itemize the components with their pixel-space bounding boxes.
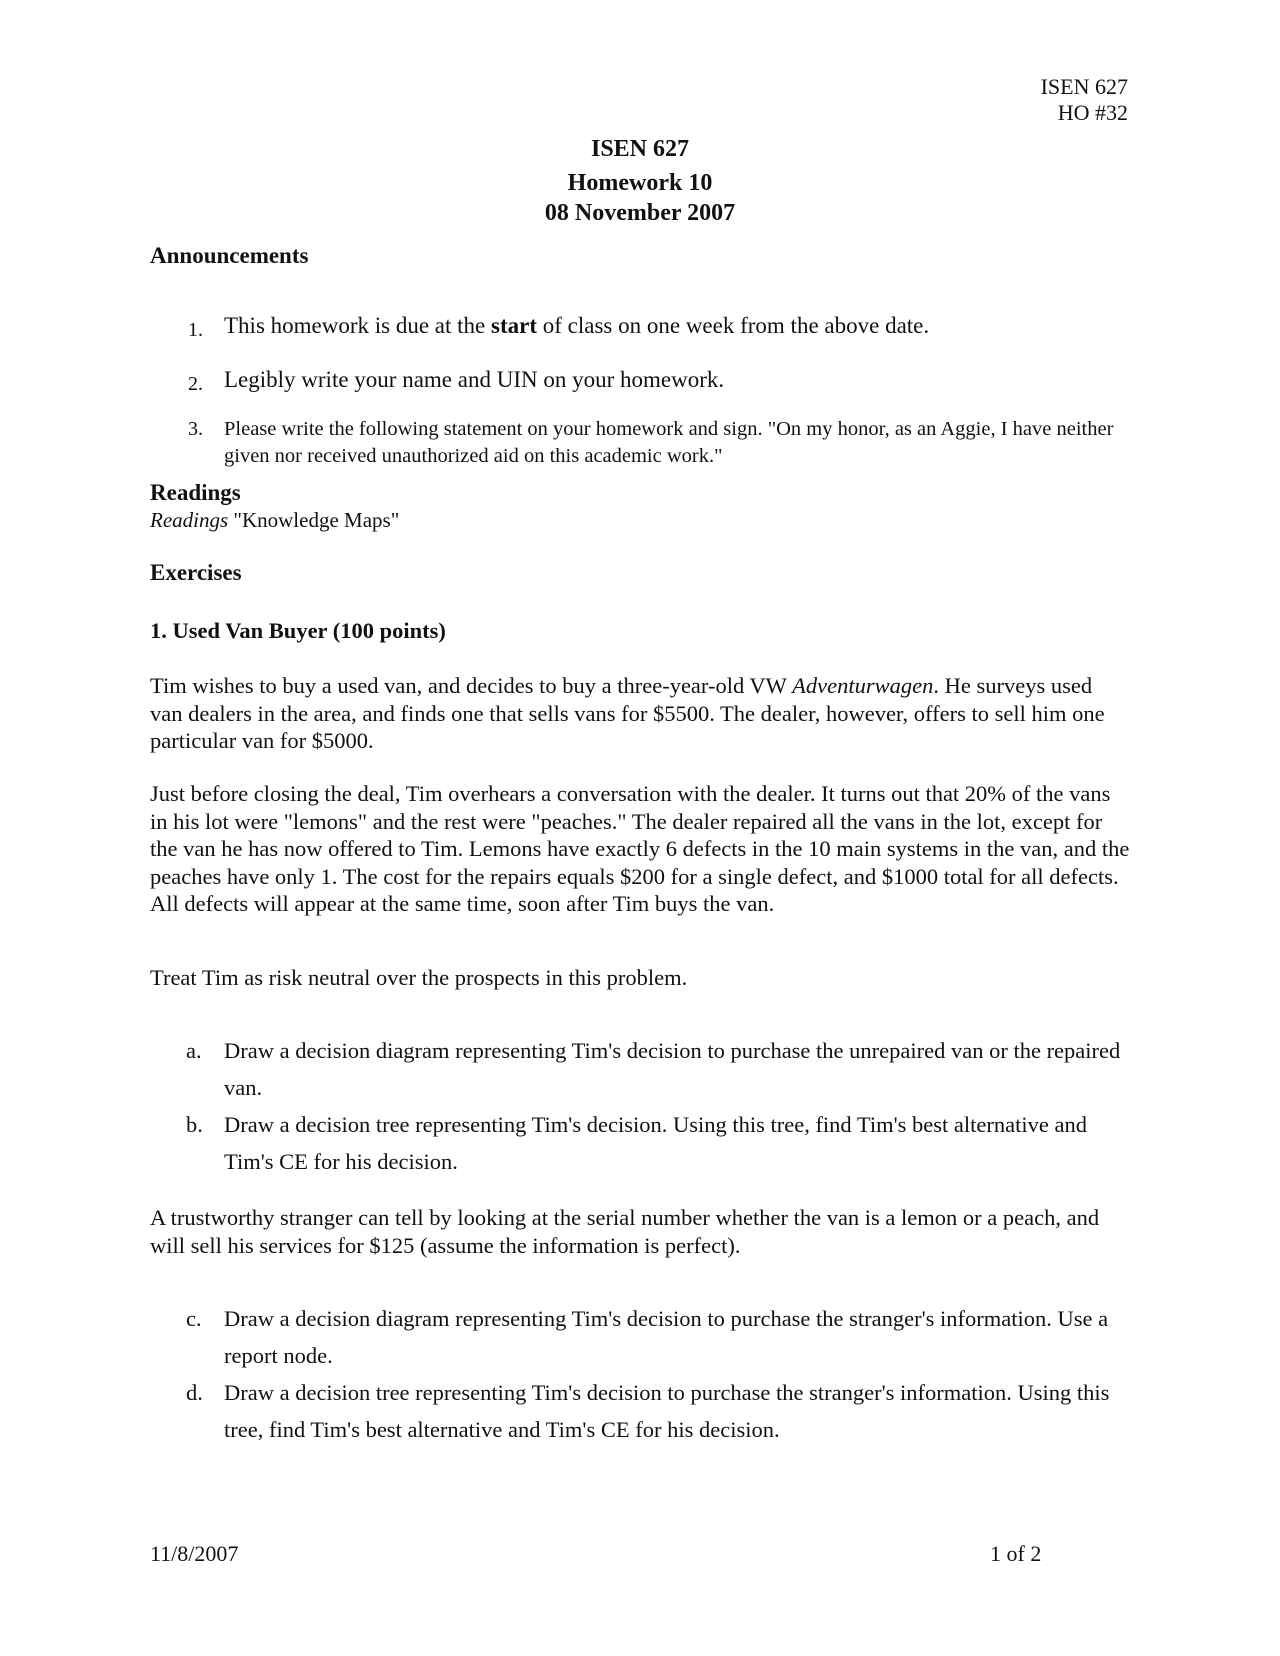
item-text: Draw a decision diagram representing Tim's decision to purchase the stranger's information. Use a report node. [224,1306,1109,1368]
readings-label: Readings [150,508,229,532]
header-course: ISEN 627 [1040,74,1128,99]
announcement-number: 3. [188,418,203,440]
footer-page-number: 1 of 2 [990,1541,1042,1566]
list-item [150,1374,1130,1448]
parts-cd-list [150,1300,1130,1448]
paragraph: A trustworthy stranger can tell by looking at the serial number whether the van is a lemon or a peach, and will sell his services for $125 (assume the information is perfect). [150,1205,1100,1258]
paragraph: Treat Tim as risk neutral over the prospects in this problem. [150,965,688,990]
announcement-emphasis: start [491,313,537,338]
exercises-section [150,560,1130,586]
item-text: Draw a decision diagram representing Tim's decision to purchase the unrepaired van or the repaired van. [224,1038,1121,1100]
announcements-section [150,243,1130,269]
footer-date: 11/8/2007 [150,1541,239,1566]
item-letter: b. [186,1112,203,1137]
list-item [150,1032,1130,1106]
readings-heading: Readings [150,480,241,505]
readings-text: "Knowledge Maps" [228,508,400,532]
item-text: Draw a decision tree representing Tim's decision. Using this tree, find Tim's best alternative and Tim's CE for his decision. [224,1112,1087,1174]
item-letter: a. [186,1038,202,1063]
announcement-text: of class on one week from the above date. [537,313,930,338]
title-assignment: Homework 10 [567,170,713,196]
announcement-number: 2. [188,373,203,395]
announcement-item [150,312,1130,340]
paragraph [150,672,1130,755]
announcement-text: Please write the following statement on your homework and sign. "On my honor, as an Aggie, I have neither given nor received unauthorized aid on this academic work." [224,418,1114,467]
announcement-text: This homework is due at the [224,313,492,338]
announcement-number: 1. [188,319,203,341]
item-letter: c. [186,1306,202,1331]
paragraph-text: Tim wishes to buy a used van, and decides to buy a three-year-old VW [150,673,793,698]
announcement-item [150,416,1130,470]
problem-paragraph-2 [150,780,1130,918]
title-date: 08 November 2007 [544,200,736,226]
title-block [0,134,1280,228]
item-letter: d. [186,1380,203,1405]
problem-title: 1. Used Van Buyer (100 points) [150,618,446,643]
exercises-heading: Exercises [150,560,242,585]
title-course: ISEN 627 [590,136,690,162]
list-item [150,1300,1130,1374]
problem-paragraph-4 [150,1204,1130,1259]
paragraph: Just before closing the deal, Tim overhears a conversation with the dealer. It turns out that 20% of the vans in his lot were "lemons" and the rest were "peaches." The dealer repaired all the vans in the lot, except for the van he has now offered to Tim. Lemons have exactly 6 defects in the 10 main systems in the van, and the peaches have only 1. The cost for the repairs equals $200 for a single defect, and $1000 total for all defects. All defects will appear at the same time, soon after Tim buys the van. [150,781,1130,916]
problem-paragraph-1 [150,672,1130,755]
announcement-text: Legibly write your name and UIN on your homework. [224,367,725,392]
announcements-list [150,312,1130,470]
announcement-item [150,366,1130,394]
van-model-name: Adventurwagen [792,673,934,698]
item-text: Draw a decision tree representing Tim's decision to purchase the stranger's information. Using this tree, find Tim's best alternative and Tim's CE for his decision. [224,1380,1110,1442]
readings-section [150,480,1130,534]
parts-ab-list [150,1032,1130,1180]
problem-title-block [150,618,1130,644]
page-header [1041,74,1128,126]
announcements-heading: Announcements [150,243,309,268]
problem-paragraph-3 [150,964,1130,992]
paragraph-text: . He surveys used van dealers in the area, and finds one that sells vans for $5500. The dealer, however, offers to sell him one particular van for $5000. [150,673,1105,753]
header-handout: HO #32 [1057,100,1128,125]
list-item [150,1106,1130,1180]
readings-entry [150,506,1130,534]
